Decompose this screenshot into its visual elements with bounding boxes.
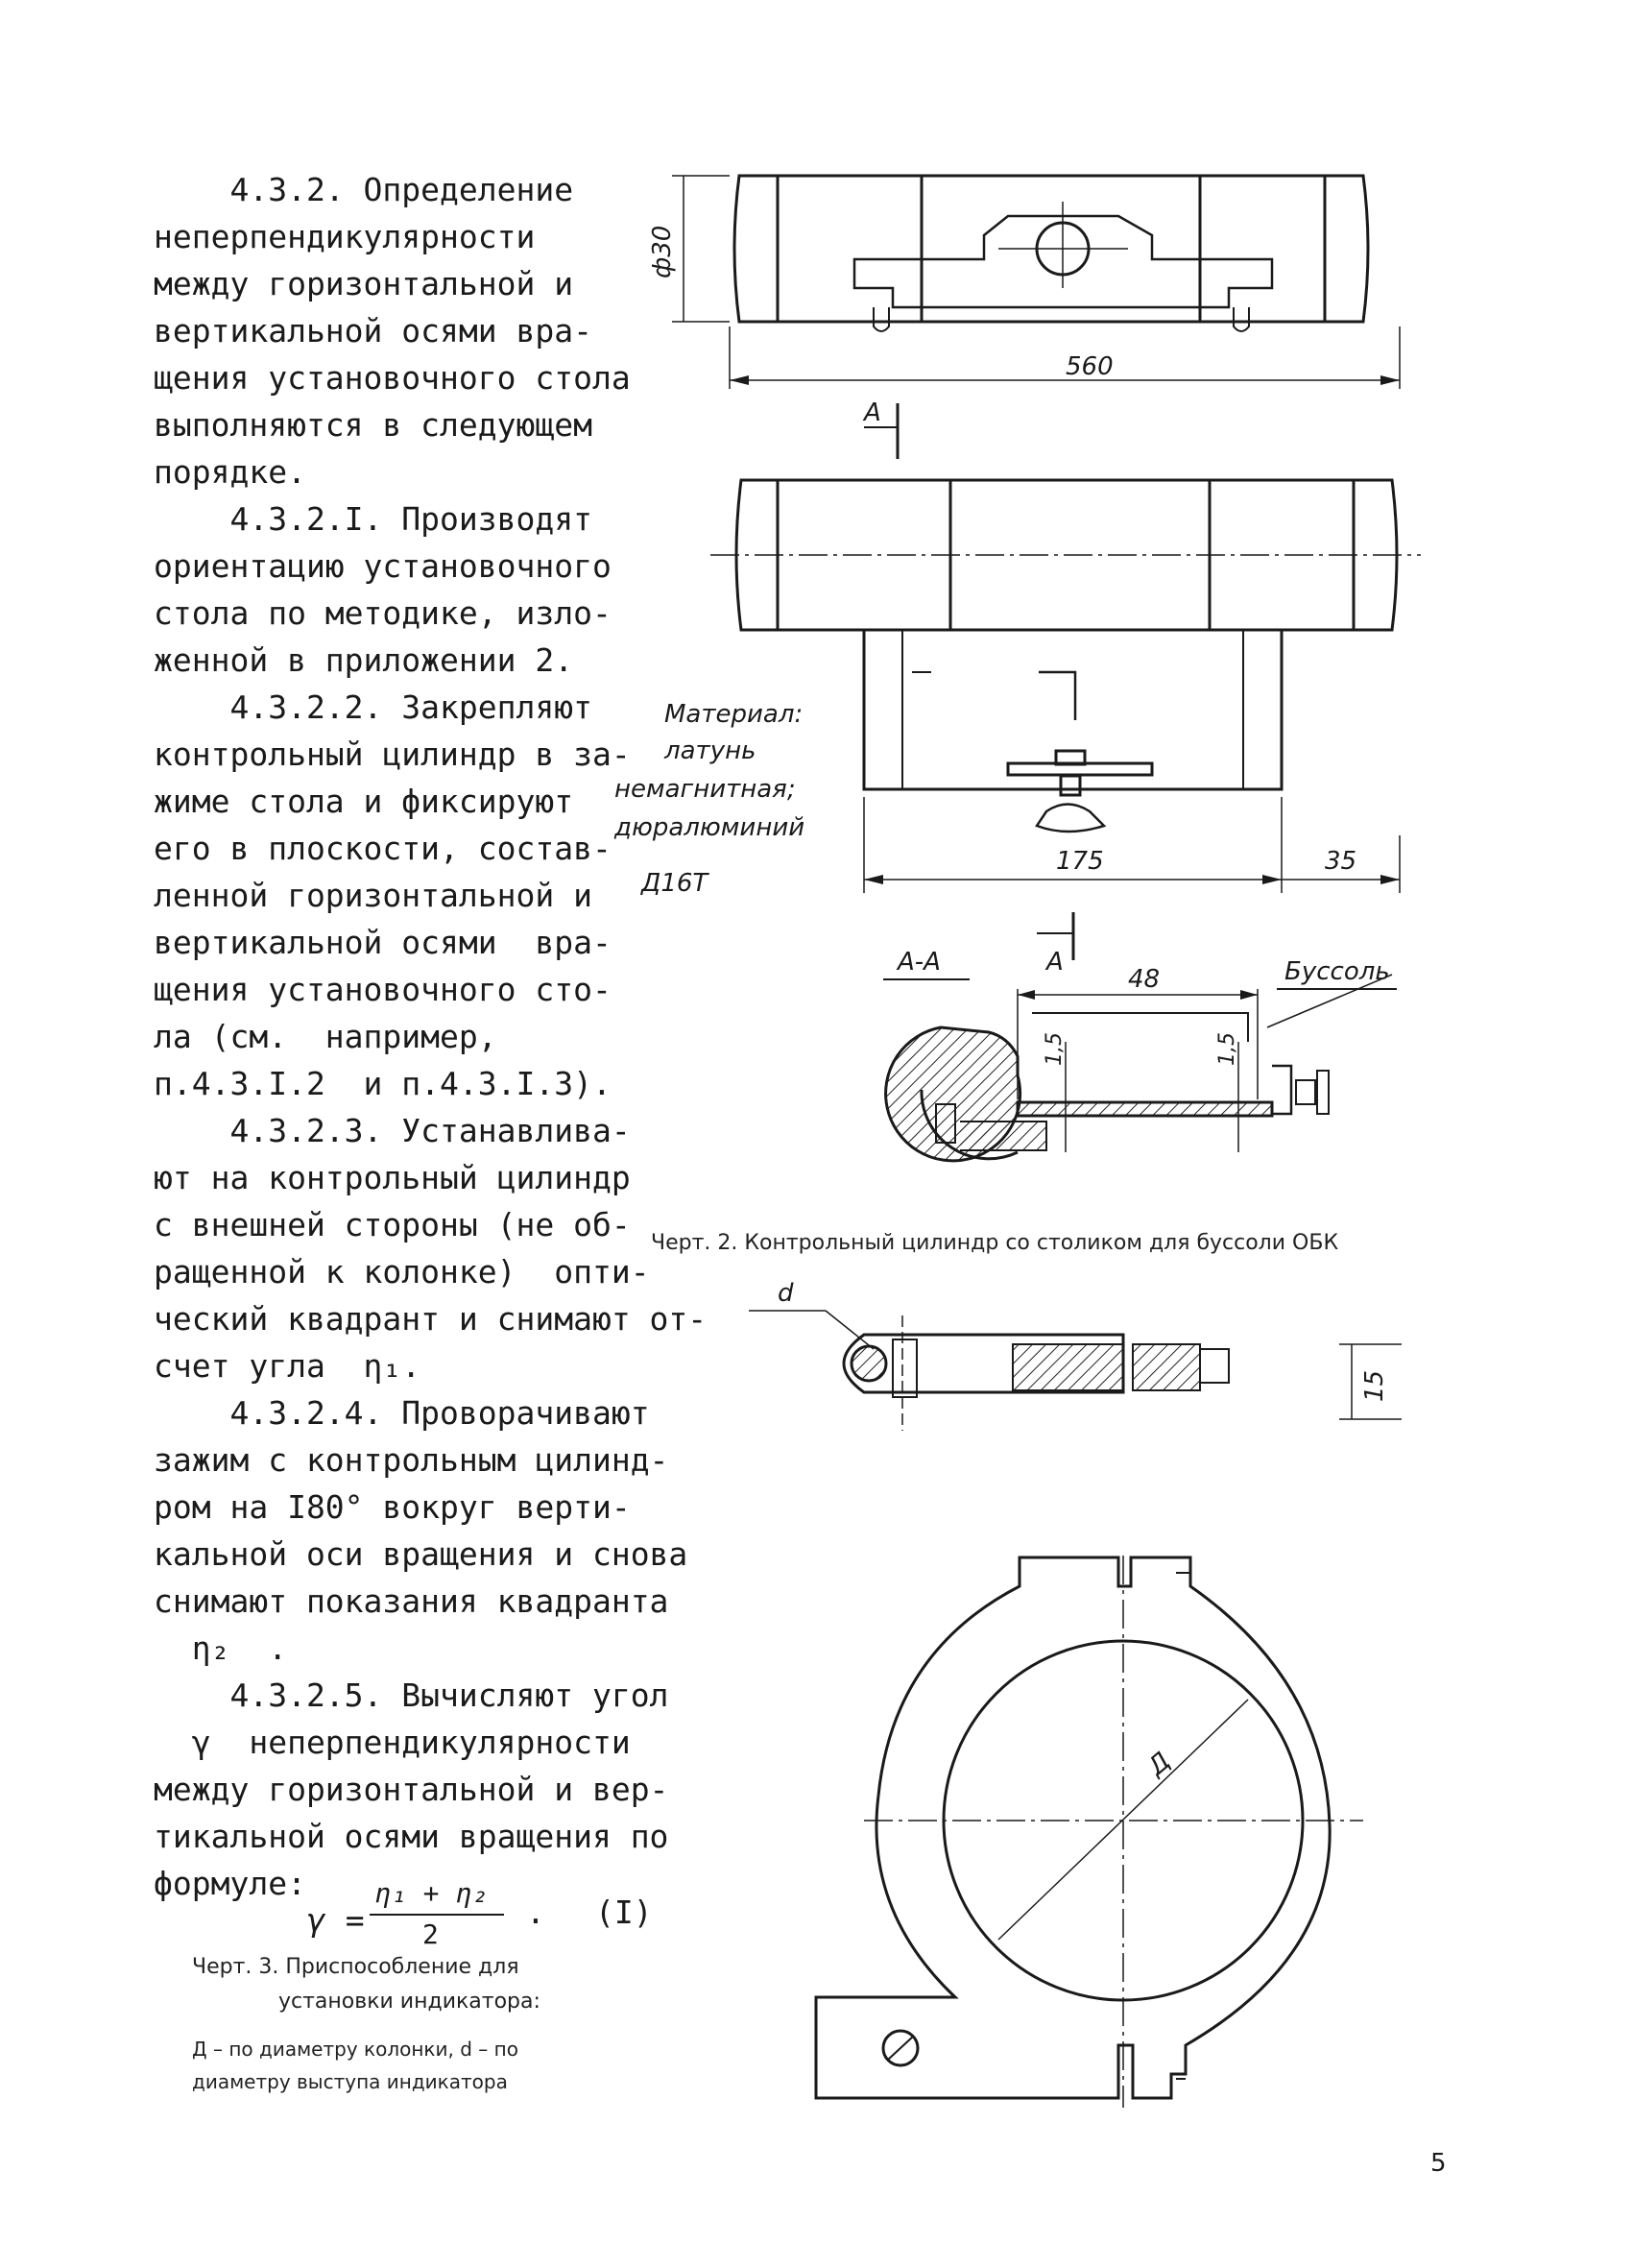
formula-number: (I) [595,1894,653,1931]
text-line: 4.3.2. Определение [154,171,574,208]
label-175: 175 [1056,847,1104,876]
label-560: 560 [1066,352,1114,381]
label-48: 48 [1128,965,1161,994]
text-line: 4.3.2.2. Закрепляют [154,688,592,726]
label-dia30: ф30 [648,225,677,278]
text-line: 4.3.2.I. Производят [154,500,592,538]
label-material-2: латунь [664,736,756,765]
text-line: порядке. [154,453,306,491]
indicator-fixture-side [749,1311,1402,1431]
text-line: неперпендикулярности [154,218,536,255]
label-bussol: Буссоль [1284,957,1390,986]
text-line: выполняются в следующем [154,406,592,444]
text-line: 4.3.2.5. Вычисляют угол [154,1677,669,1714]
figure-3-caption-line1: Черт. 3. Приспособление для [192,1955,519,1979]
text-line: с внешней стороны (не об- [154,1206,631,1243]
text-line: ют на контрольный цилиндр [154,1159,631,1196]
text-line: контрольный цилиндр в за- [154,736,631,773]
text-line: ориентацию установочного [154,547,612,585]
text-line: формуле: [154,1865,306,1902]
text-line: щения установочного стола [154,359,631,397]
text-line: щения установочного сто- [154,971,612,1008]
text-line: кальной оси вращения и снова [154,1535,688,1573]
label-d: d [778,1279,794,1308]
text-line: ческий квадрант и снимают от- [154,1300,708,1338]
label-material-1: Материал: [664,700,804,729]
text-line: ром на I80° вокруг верти- [154,1488,631,1526]
formula-lhs: γ = [307,1901,365,1939]
text-line: вертикальной осями вра- [154,924,612,961]
label-material-4: дюралюминий [614,813,805,842]
text-line: между горизонтальной и вер- [154,1771,669,1808]
text-line: п.4.3.I.2 и п.4.3.I.3). [154,1065,612,1102]
label-section-a-top: А [864,398,881,427]
text-line: его в плоскости, состав- [154,830,612,867]
text-line: женной в приложении 2. [154,641,574,679]
figure-3-caption-line2: установки индикатора: [278,1990,540,2014]
text-line: тикальной осями вращения по [154,1818,669,1855]
label-D: Д [1142,1747,1177,1782]
text-line: 4.3.2.3. Устанавлива- [154,1112,631,1149]
label-section-a-a: А-А [898,948,941,977]
text-line: γ неперпендикулярности [154,1724,631,1761]
section-a-a [886,975,1397,1161]
text-line: счет угла η₁. [154,1347,421,1385]
text-line: ращенной к колонке) опти- [154,1253,650,1291]
label-1-5-a: 1,5 [1043,1032,1067,1066]
formula-numerator: η₁ + η₂ [374,1877,489,1909]
label-35: 35 [1325,847,1357,876]
text-line: жиме стола и фиксируют [154,783,574,820]
text-line: стола по методике, изло- [154,594,612,632]
text-line: между горизонтальной и [154,265,574,302]
label-material-3: немагнитная; [614,775,796,804]
text-line: зажим с контрольным цилинд- [154,1441,669,1479]
label-15: 15 [1360,1369,1389,1402]
figure-2-caption: Черт. 2. Контрольный цилиндр со столиком для буссоли ОБК [651,1231,1339,1255]
cylinder-top-view [672,176,1400,389]
text-line: ленной горизонтальной и [154,877,592,914]
text-line: вертикальной осями вра- [154,312,592,350]
text-line: ла (см. например, [154,1018,497,1055]
label-1-5-b: 1,5 [1215,1032,1239,1066]
figure-3-caption-line3: Д – по диаметру колонки, d – по [192,2038,518,2061]
text-line: 4.3.2.4. Проворачивают [154,1394,650,1432]
formula-period: . [526,1894,545,1931]
text-line: снимают показания квадранта [154,1582,669,1620]
indicator-fixture-ring [816,1556,1363,2108]
text-line: η₂ . [154,1629,288,1667]
page-number: 5 [1430,2149,1447,2178]
label-material-5: Д16Т [641,869,708,898]
formula-denominator: 2 [422,1918,439,1950]
label-section-a-bottom: А [1046,948,1064,977]
figure-3-caption-line4: диаметру выступа индикатора [192,2070,508,2093]
cylinder-front-view [710,480,1421,893]
